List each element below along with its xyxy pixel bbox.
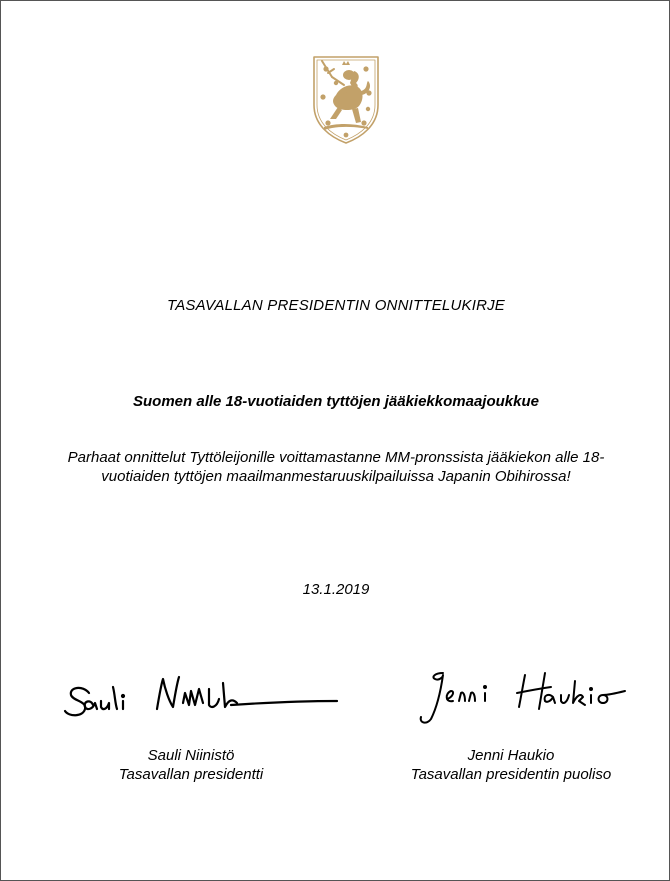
document-heading: TASAVALLAN PRESIDENTIN ONNITTELUKIRJE xyxy=(166,297,506,314)
signer-name: Sauli Niinistö xyxy=(147,747,235,764)
coat-of-arms-icon xyxy=(306,53,386,147)
signer-title: Tasavallan presidentti xyxy=(118,766,264,783)
signature-jenni-haukio xyxy=(413,665,633,727)
document-date: 13.1.2019 xyxy=(302,581,370,598)
message-line: vuotiaiden tyttöjen maailmanmestaruuskilpailuissa Japanin Obihirossa! xyxy=(101,468,571,485)
signer-title: Tasavallan presidentin puoliso xyxy=(410,766,612,783)
signer-jenni-haukio xyxy=(386,746,636,784)
signer-sauli-niinisto xyxy=(71,746,311,784)
congratulation-message xyxy=(31,448,641,486)
signature-sauli-niinisto xyxy=(61,669,341,725)
signer-name: Jenni Haukio xyxy=(467,747,555,764)
recipient-line: Suomen alle 18-vuotiaiden tyttöjen jääkiekkomaajoukkue xyxy=(133,393,539,410)
message-line: Parhaat onnittelut Tyttöleijonille voittamastanne MM-pronssista jääkiekon alle 18- xyxy=(67,449,605,466)
